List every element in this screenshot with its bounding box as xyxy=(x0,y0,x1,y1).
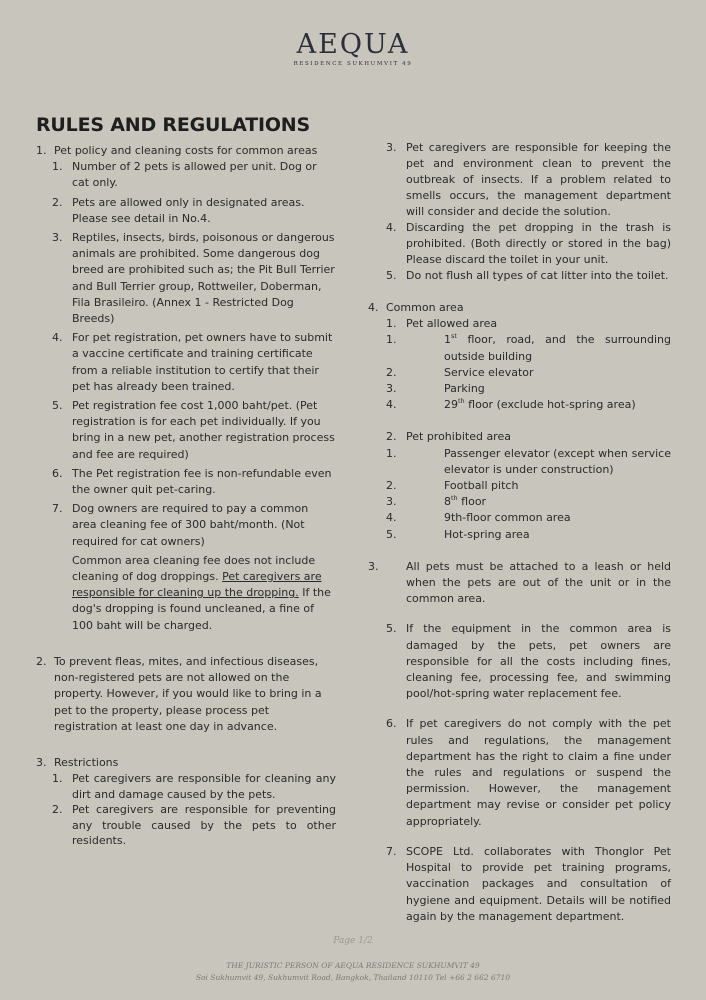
list-item: 7. Dog owners are required to pay a common area cleaning fee of 300 baht/month. (Not required for cat owners) xyxy=(52,502,309,548)
section-6: 6. If pet caregivers do not comply with the pet rules and regulations, the management department has the right to claim a fine under the rules and regulations or suspend the permission. However, the management department may revise or consider pet policy appropriately. xyxy=(386,717,671,828)
list-item: 2. Football pitch xyxy=(386,479,519,493)
section-7: 7. SCOPE Ltd. collaborates with Thonglor Pet Hospital to provide pet training programs, vaccination packages and consultation of hygiene and equipment. Details will be notified again by the management department. xyxy=(386,844,671,923)
underlined-note: Pet caregivers are responsible for cleaning up the dropping. xyxy=(72,570,322,600)
list-item: 3. Parking xyxy=(386,382,485,396)
page-title: RULES AND REGULATIONS xyxy=(36,114,310,136)
list-item: 3. 8th floor xyxy=(386,493,487,509)
section-2: 2. To prevent fleas, mites, and infectious diseases, non-registered pets are not allowed on the property. However, if you would like to bring in a pet to the property, please process pet registration at least one day in advance. xyxy=(36,654,322,733)
list-item: 5. Do not flush all types of cat litter into the toilet. xyxy=(386,269,669,282)
list-item: 4. 9th-floor common area xyxy=(386,511,571,525)
right-column xyxy=(368,140,671,925)
list-item: 3. Reptiles, insects, birds, poisonous or dangerous animals are prohibited. Some dangerous dog breed are prohibited such as; the Pit Bull Terrier and Bull Terrier group, Rottweiler, Doberman, Fila Brasileiro. (Annex 1 - Restricted Dog Breeds) xyxy=(52,231,335,326)
list-item: 2. Pets are allowed only in designated areas. Please see detail in No.4. xyxy=(52,195,305,225)
left-column xyxy=(36,143,336,849)
brand-subtitle: RESIDENCE SUKHUMVIT 49 xyxy=(293,61,413,67)
section-heading: Common area xyxy=(386,301,464,314)
list-item: 5. Pet registration fee cost 1,000 baht/pet. (Pet registration is for each pet individually. If you bring in a new pet, another registration process and fee are required) xyxy=(52,399,335,461)
list-item: 1. Passenger elevator (except when service elevator is under construction) xyxy=(386,446,671,476)
footer-line-1: THE JURISTIC PERSON OF AEQUA RESIDENCE SUKHUMVIT 49 xyxy=(226,961,480,970)
list-item: 4. 29th floor (exclude hot-spring area) xyxy=(386,396,636,412)
section-4 xyxy=(368,300,671,607)
subsection-leash: 3. All pets must be attached to a leash or held when the pets are out of the unit or in the common area. xyxy=(368,559,671,606)
section-3 xyxy=(36,755,336,849)
list-item: 3. Pet caregivers are responsible for keeping the pet and environment clean to prevent the outbreak of insects. If a problem related to smells occurs, the management department will consider and decide the solution. xyxy=(386,141,671,218)
list-item: 1. 1st floor, road, and the surrounding outside building xyxy=(386,331,671,363)
section-number: 2. xyxy=(36,654,47,668)
cleaning-note: Common area cleaning fee does not include cleaning of dog droppings. Pet caregivers are responsible for cleaning up the dropping. If the dog's dropping is found uncleaned, a fine of 100 baht will be charged. xyxy=(72,553,331,632)
section-number: 3. xyxy=(36,755,47,769)
section-number: 5. xyxy=(386,622,397,636)
section-heading: Restrictions xyxy=(54,755,119,769)
section-number: 7. xyxy=(386,844,397,858)
list-item: 6. The Pet registration fee is non-refundable even the owner quit pet-caring. xyxy=(52,466,332,497)
page-number: Page 1/2 xyxy=(333,936,373,946)
section-number: 1. xyxy=(36,144,47,157)
footer-line-2: Soi Sukhumvit 49, Sukhumvit Road, Bangkok, Thailand 10110 Tel +66 2 662 6710 xyxy=(195,973,511,982)
list-item: 1. Number of 2 pets is allowed per unit. Dog or cat only. xyxy=(52,160,317,190)
brand-logo xyxy=(0,30,706,67)
subsection-heading: Pet prohibited area xyxy=(406,430,511,444)
subsection-heading: Pet allowed area xyxy=(406,317,498,331)
list-item: 4. Discarding the pet dropping in the trash is prohibited. (Both directly or stored in the bag) Please discard the toilet in your unit. xyxy=(386,221,671,266)
subsection-prohibited: 2. Pet prohibited area 1. Passenger elevator (except when service elevator is under construction) 2. Football pitch 3. 8th floor 4. 9th-floor common area 5. Hot-spring area xyxy=(386,429,671,542)
section-1 xyxy=(36,143,336,634)
section-number: 6. xyxy=(386,717,397,731)
list-item: 2. Pet caregivers are responsible for preventing any trouble caused by the pets to other residents. xyxy=(52,803,336,848)
brand-name: AEQUA xyxy=(296,29,410,60)
list-item: 1. Pet caregivers are responsible for cleaning any dirt and damage caused by the pets. xyxy=(52,772,336,801)
subsection-allowed: 1. Pet allowed area 1. 1st floor, road, and the surrounding outside building 2. Service elevator 3. Parking 4. 29th floor (exclude hot-spring area) xyxy=(386,316,671,413)
list-item: 4. For pet registration, pet owners have to submit a vaccine certificate and training certificate from a reliable institution to certify that their pet has already been trained. xyxy=(52,331,333,393)
list-item: 2. Service elevator xyxy=(386,365,534,379)
section-5: 5. If the equipment in the common area is damaged by the pets, pet owners are responsible for all the costs including fines, cleaning fee, processing fee, and swimming pool/hot-spring water replacement fee. xyxy=(386,622,671,701)
section-heading: Pet policy and cleaning costs for common areas xyxy=(54,144,318,157)
list-item: 5. Hot-spring area xyxy=(386,527,530,541)
section-number: 4. xyxy=(368,301,379,314)
